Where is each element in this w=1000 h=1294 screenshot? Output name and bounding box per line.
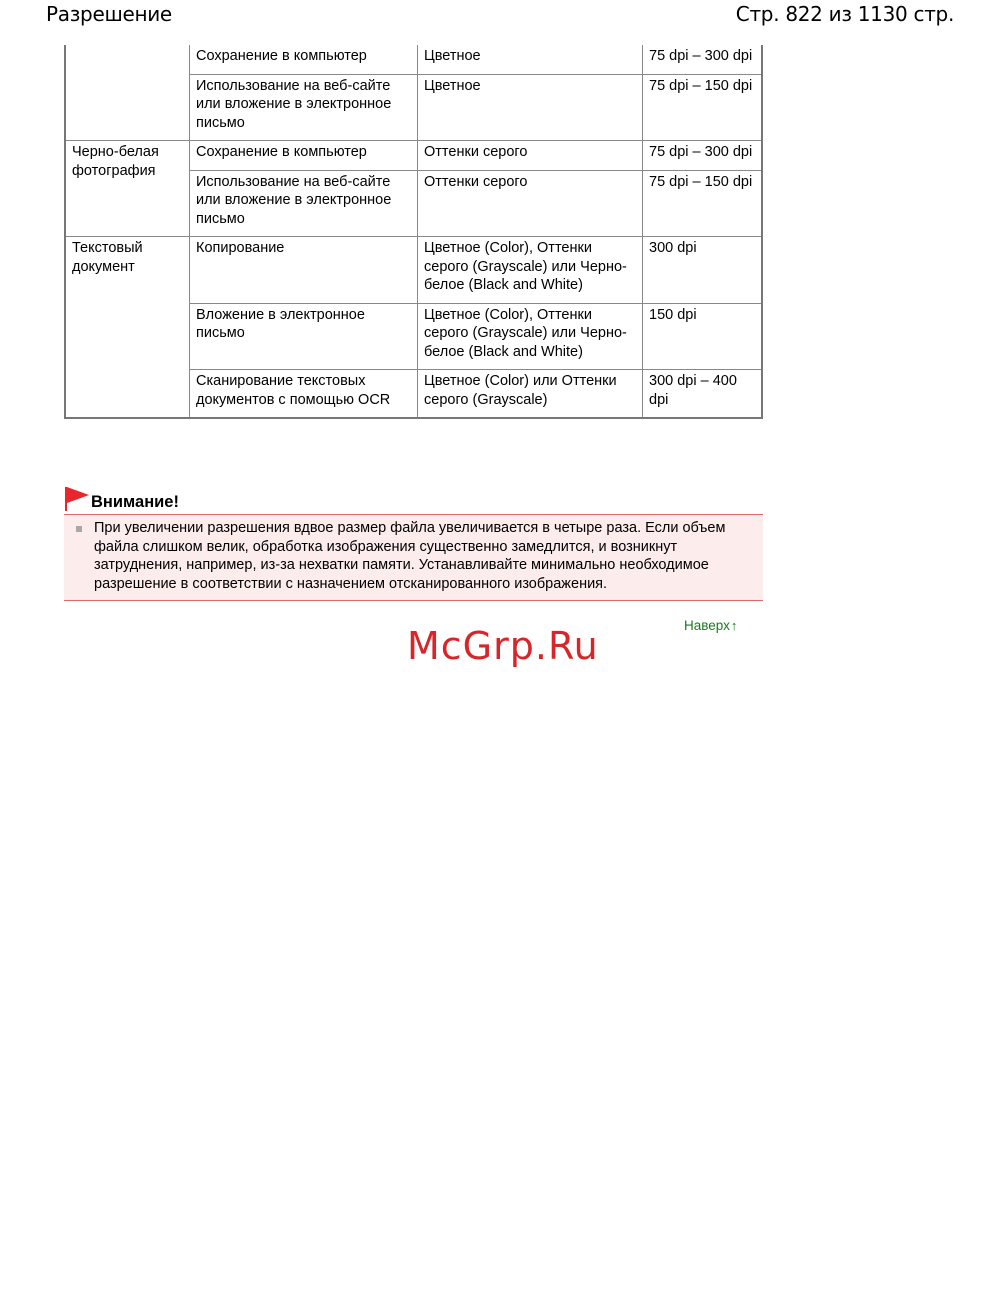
resolution-cell: 75 dpi – 150 dpi xyxy=(643,74,763,141)
table-row xyxy=(65,45,762,74)
color-mode-cell: Цветное (Color), Оттенки серого (Grayscale) или Черно-белое (Black and White) xyxy=(418,237,643,304)
caution-label: Внимание! xyxy=(91,493,179,511)
resolution-cell: 75 dpi – 300 dpi xyxy=(643,141,763,171)
page-title: Разрешение xyxy=(46,2,172,26)
back-to-top-label: Наверх xyxy=(684,618,730,633)
color-mode-cell: Цветное (Color) или Оттенки серого (Grayscale) xyxy=(418,370,643,419)
usage-cell: Использование на веб-сайте или вложение в электронное письмо xyxy=(190,170,418,237)
usage-cell: Сохранение в компьютер xyxy=(190,141,418,171)
resolution-cell: 75 dpi – 300 dpi xyxy=(643,45,763,74)
table-row xyxy=(65,237,762,304)
usage-cell: Копирование xyxy=(190,237,418,304)
bullet-icon xyxy=(76,526,82,532)
page-number: Стр. 822 из 1130 стр. xyxy=(735,2,954,26)
caution-box xyxy=(64,514,763,601)
page-header xyxy=(0,0,1000,30)
usage-cell: Вложение в электронное письмо xyxy=(190,303,418,370)
watermark: McGrp.Ru xyxy=(407,624,599,668)
color-mode-cell: Оттенки серого xyxy=(418,141,643,171)
caution-section xyxy=(64,486,763,601)
color-mode-cell: Цветное xyxy=(418,74,643,141)
usage-cell: Сканирование текстовых документов с помощью OCR xyxy=(190,370,418,419)
table-row xyxy=(65,141,762,171)
category-cell xyxy=(65,45,190,141)
caution-text: При увеличении разрешения вдвое размер файла увеличивается в четыре раза. Если объем файла слишком велик, обработка изображения существенно замедлится, и возникнут затруднения, например, из-за нехватки памяти. Устанавливайте минимально необходимое разрешение в соответствии с назначением отсканированного изображения. xyxy=(94,520,726,592)
color-mode-cell: Цветное (Color), Оттенки серого (Grayscale) или Черно-белое (Black and White) xyxy=(418,303,643,370)
resolution-cell: 150 dpi xyxy=(643,303,763,370)
red-flag-icon xyxy=(64,486,90,512)
usage-cell: Сохранение в компьютер xyxy=(190,45,418,74)
color-mode-cell: Цветное xyxy=(418,45,643,74)
up-arrow-icon: ↑ xyxy=(730,618,738,633)
caution-header xyxy=(64,486,763,514)
back-to-top-link[interactable] xyxy=(684,618,737,633)
resolution-table xyxy=(64,45,763,419)
resolution-cell: 75 dpi – 150 dpi xyxy=(643,170,763,237)
color-mode-cell: Оттенки серого xyxy=(418,170,643,237)
usage-cell: Использование на веб-сайте или вложение в электронное письмо xyxy=(190,74,418,141)
category-cell: Текстовый документ xyxy=(65,237,190,419)
resolution-cell: 300 dpi – 400 dpi xyxy=(643,370,763,419)
resolution-cell: 300 dpi xyxy=(643,237,763,304)
category-cell: Черно-белая фотография xyxy=(65,141,190,237)
